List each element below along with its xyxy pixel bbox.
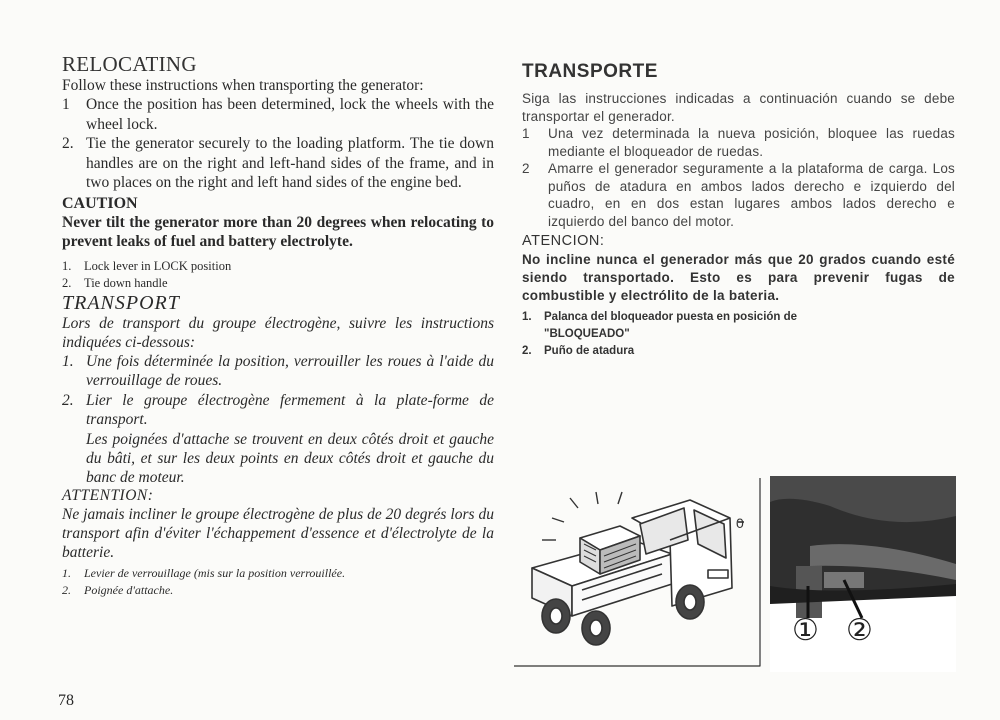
- spanish-caution-heading: ATENCION:: [522, 233, 605, 249]
- english-legend-2: [62, 275, 494, 292]
- callout-2: ②: [846, 613, 873, 648]
- english-legend-1: [62, 258, 494, 275]
- step-number: 1: [522, 126, 530, 141]
- svg-text:0: 0: [736, 515, 744, 531]
- step-number: 2: [522, 161, 530, 176]
- lock-lever-photo: [770, 476, 956, 672]
- french-step-2: [62, 391, 494, 430]
- spanish-section: [522, 60, 955, 360]
- spanish-caution-text: No incline nunca el generador más que 20 grados cuando esté siendo transportado. Esto es para prevenir fugas de combustible y electrólito de la bateria.: [522, 252, 955, 303]
- english-title: RELOCATING: [62, 52, 197, 76]
- legend-number: 2.: [62, 582, 71, 597]
- step-text: Lier le groupe électrogène fermement à la plate-forme de transport.: [86, 391, 494, 428]
- spanish-step-1: [522, 125, 955, 160]
- english-step-1: [62, 95, 494, 134]
- step-number: 2.: [62, 391, 74, 409]
- legend-text: Poignée d'attache.: [84, 582, 174, 597]
- spanish-title: TRANSPORTE: [522, 61, 658, 82]
- step-text: Une fois déterminée la position, verrouiller les roues à l'aide du verrouillage de roues.: [86, 352, 494, 389]
- legend-text: Palanca del bloqueador puesta en posición de "BLOQUEADO": [544, 311, 798, 340]
- english-caution-text: Never tilt the generator more than 20 degrees when relocating to prevent leaks of fuel and battery electrolyte.: [62, 213, 494, 250]
- legend-number: 2.: [62, 275, 72, 290]
- legend-number: 1.: [62, 565, 71, 580]
- french-attention-text: Ne jamais incliner le groupe électrogène de plus de 20 degrés lors du transport afin d'éviter l'échappement d'essence et d'électrolyte de la batterie.: [62, 505, 494, 561]
- left-column: [62, 52, 494, 599]
- page-number: 78: [58, 692, 74, 709]
- legend-text: Tie down handle: [84, 275, 168, 290]
- french-intro: Lors de transport du groupe électrogène, suivre les instructions indiquées ci-dessous:: [62, 314, 494, 351]
- truck-loading-illustration: [512, 478, 762, 668]
- french-step-2-extra: Les poignées d'attache se trouvent en deux côtés droit et gauche du bâti, et sur les deux points en deux côtés droit et gauche du banc de moteur.: [86, 430, 494, 486]
- french-step-1: [62, 352, 494, 391]
- step-text: Una vez determinada la nueva posición, bloquee las ruedas mediante el bloqueador de ruedas.: [548, 126, 955, 159]
- english-intro: Follow these instructions when transporting the generator:: [62, 77, 424, 94]
- french-legend-2: [62, 582, 494, 599]
- english-caution-heading: CAUTION: [62, 194, 138, 212]
- step-text: Once the position has been determined, lock the wheels with the wheel lock.: [86, 96, 494, 133]
- spanish-legend-1: [522, 309, 955, 343]
- spanish-legend-2: [522, 343, 955, 360]
- spanish-intro: Siga las instrucciones indicadas a continuación cuando se debe transportar el generador.: [522, 91, 955, 124]
- step-text: Amarre el generador seguramente a la plataforma de carga. Los puños de atadura en ambos lados derecho e izquierdo del cuadro, en en dos estan lugares ambos lados derecho e izquierdo del banco del motor.: [548, 161, 955, 229]
- callout-1: ①: [792, 613, 819, 648]
- english-step-2: [62, 134, 494, 193]
- legend-text: Puño de atadura: [544, 345, 635, 357]
- english-section: [62, 52, 494, 292]
- french-section: [62, 292, 494, 599]
- legend-number: 1.: [62, 258, 72, 273]
- spanish-step-2: [522, 160, 955, 230]
- legend-number: 1.: [522, 311, 532, 323]
- step-text: Tie the generator securely to the loading platform. The tie down handles are on the right and left-hand sides of the frame, and in two places on the right and left hand sides of the engine bed.: [86, 135, 494, 191]
- french-legend-1: [62, 565, 494, 582]
- french-attention-heading: ATTENTION:: [62, 486, 154, 504]
- french-title: TRANSPORT: [62, 291, 180, 314]
- step-number: 1: [62, 96, 70, 113]
- legend-text: Levier de verrouillage (mis sur la position verrouillée.: [84, 565, 346, 580]
- legend-number: 2.: [522, 345, 532, 357]
- step-number: 1.: [62, 352, 74, 370]
- legend-text: Lock lever in LOCK position: [84, 258, 232, 273]
- step-number: 2.: [62, 135, 74, 152]
